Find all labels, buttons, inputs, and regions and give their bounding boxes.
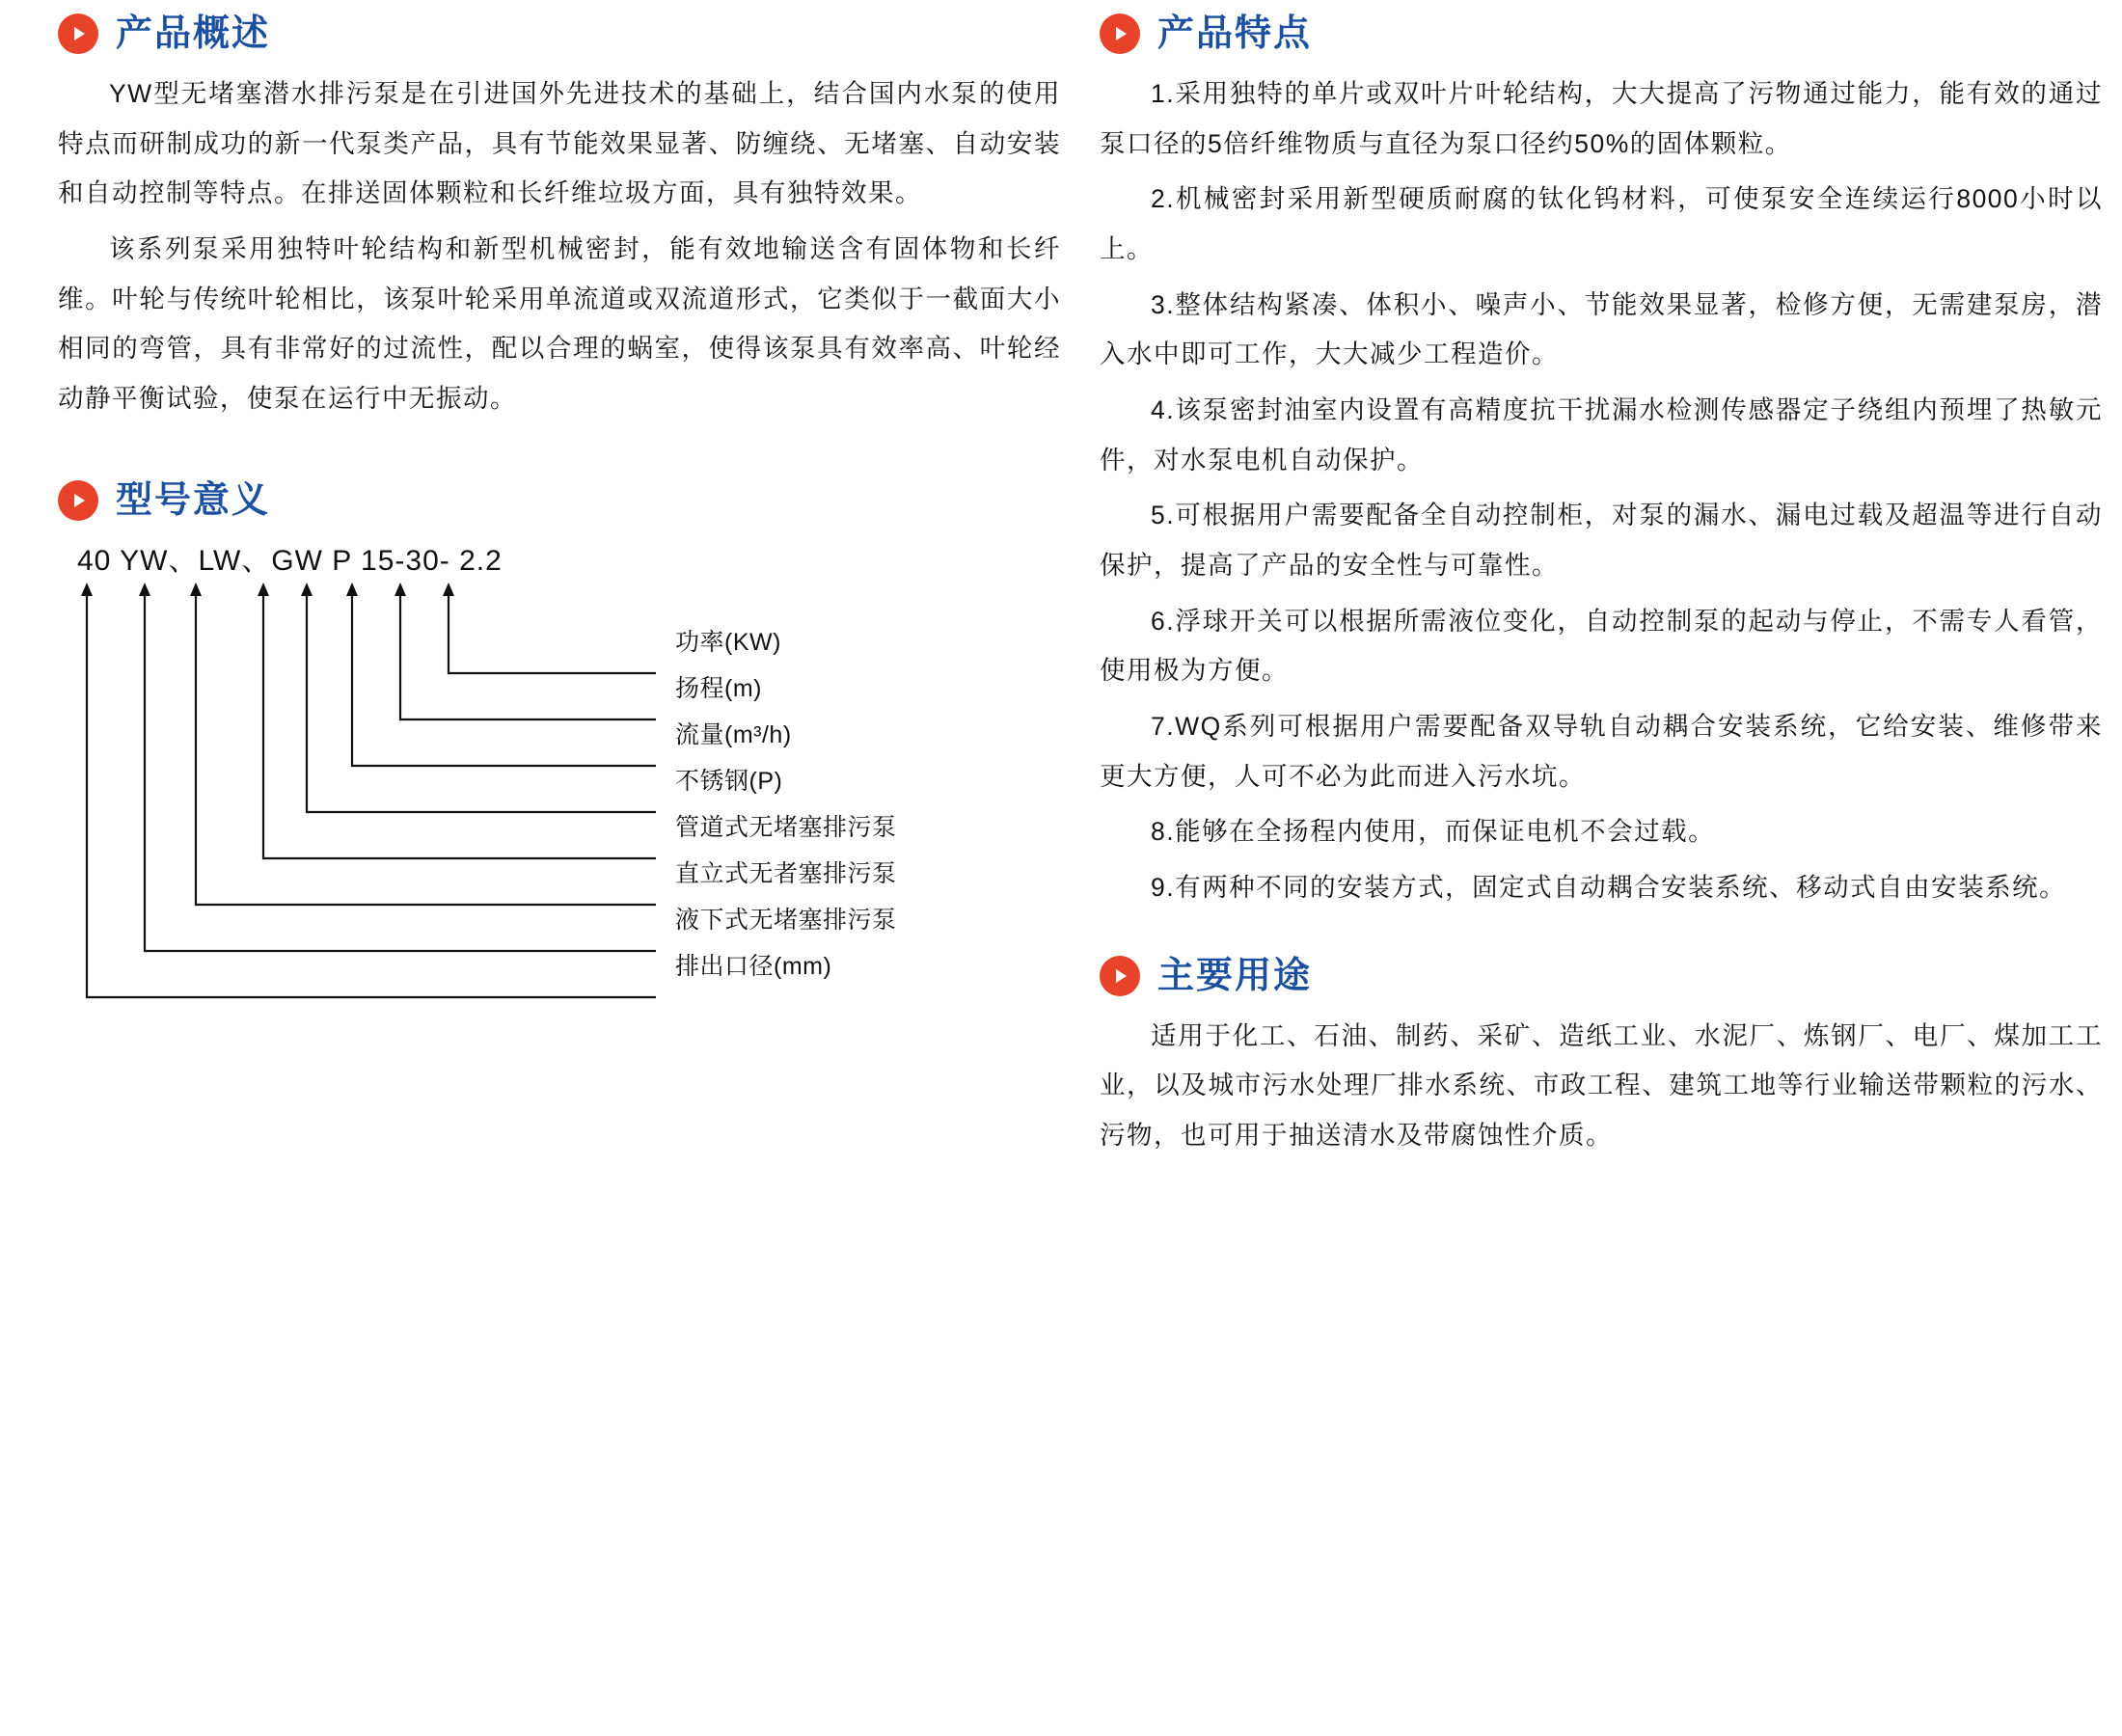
- section-overview: [58, 14, 1061, 424]
- model-label-pipeline: 管道式无堵塞排污泵: [675, 813, 897, 841]
- feature-item: 9.有两种不同的安装方式，固定式自动耦合安装系统、移动式自由安装系统。: [1151, 873, 2067, 903]
- feature-item: 2.机械密封采用新型硬质耐腐的钛化钨材料，可使泵安全连续运行8000小时以上。: [1100, 184, 2103, 264]
- left-column: [58, 0, 1061, 1038]
- model-label-submerged: 液下式无堵塞排污泵: [675, 906, 897, 934]
- model-label-flow: 流量(m³/h): [675, 720, 792, 748]
- overview-paragraph-2: 该系列泵采用独特叶轮结构和新型机械密封，能有效地输送含有固体物和长纤维。叶轮与传统叶轮相比，该泵叶轮采用单流道或双流道形式，它类似于一截面大小相同的弯管，具有非常好的过流性，配以合理的蜗室，使得该泵具有效率高、叶轮经动静平衡试验，使泵在运行中无振动。: [58, 234, 1061, 414]
- features-heading: [1100, 14, 2103, 54]
- overview-title: 产品概述: [116, 14, 271, 54]
- play-bullet-icon: [1100, 956, 1140, 996]
- model-heading: [58, 480, 1061, 521]
- usage-heading: [1100, 956, 2103, 996]
- usage-title: 主要用途: [1157, 955, 1313, 996]
- play-bullet-icon: [58, 14, 98, 54]
- play-bullet-icon: [58, 480, 98, 521]
- play-bullet-icon: [1100, 14, 1140, 54]
- feature-item: 3.整体结构紧凑、体积小、噪声小、节能效果显著，检修方便，无需建泵房，潜入水中即可工作，大大减少工程造价。: [1100, 289, 2103, 369]
- model-label-outlet: 排出口径(mm): [675, 952, 832, 980]
- overview-heading: [58, 14, 1061, 54]
- section-model: [58, 480, 1061, 1038]
- feature-item: 8.能够在全扬程内使用，而保证电机不会过载。: [1151, 817, 1716, 847]
- feature-item: 4.该泵密封油室内设置有高精度抗干扰漏水检测传感器定子绕组内预埋了热敏元件，对水泵电机自动保护。: [1100, 395, 2103, 475]
- section-features: [1100, 14, 2103, 913]
- model-designation-diagram: [58, 536, 1022, 1038]
- model-label-vertical: 直立式无者塞排污泵: [675, 859, 897, 887]
- features-title: 产品特点: [1157, 14, 1313, 54]
- right-column: [1100, 0, 2103, 1167]
- model-label-head: 扬程(m): [675, 674, 762, 702]
- feature-item: 5.可根据用户需要配备全自动控制柜，对泵的漏水、漏电过载及超温等进行自动保护，提高了产品的安全性与可靠性。: [1100, 501, 2103, 581]
- model-title: 型号意义: [116, 479, 271, 521]
- usage-paragraph: 适用于化工、石油、制药、采矿、造纸工业、水泥厂、炼钢厂、电厂、煤加工工业，以及城市污水处理厂排水系统、市政工程、建筑工地等行业输送带颗粒的污水、污物，也可用于抽送清水及带腐蚀性介质。: [1100, 1020, 2103, 1151]
- feature-item: 1.采用独特的单片或双叶片叶轮结构，大大提高了污物通过能力，能有效的通过泵口径的5倍纤维物质与直径为泵口径约50%的固体颗粒。: [1100, 79, 2103, 158]
- model-leader-lines: [58, 573, 1022, 1036]
- model-code-text: 40 YW、LW、GW P 15-30- 2.2: [77, 544, 503, 577]
- model-label-power: 功率(KW): [675, 628, 781, 656]
- feature-item: 6.浮球开关可以根据所需液位变化，自动控制泵的起动与停止，不需专人看管，使用极为方便。: [1100, 606, 2103, 686]
- model-label-stainless: 不锈钢(P): [675, 767, 783, 795]
- section-usage: [1100, 956, 2103, 1161]
- feature-item: 7.WQ系列可根据用户需要配备双导轨自动耦合安装系统，它给安装、维修带来更大方便，人可不必为此而进入污水坑。: [1100, 712, 2103, 791]
- overview-paragraph-1: YW型无堵塞潜水排污泵是在引进国外先进技术的基础上，结合国内水泵的使用特点而研制成功的新一代泵类产品，具有节能效果显著、防缠绕、无堵塞、自动安装和自动控制等特点。在排送固体颗粒和长纤维垃圾方面，具有独特效果。: [58, 79, 1061, 208]
